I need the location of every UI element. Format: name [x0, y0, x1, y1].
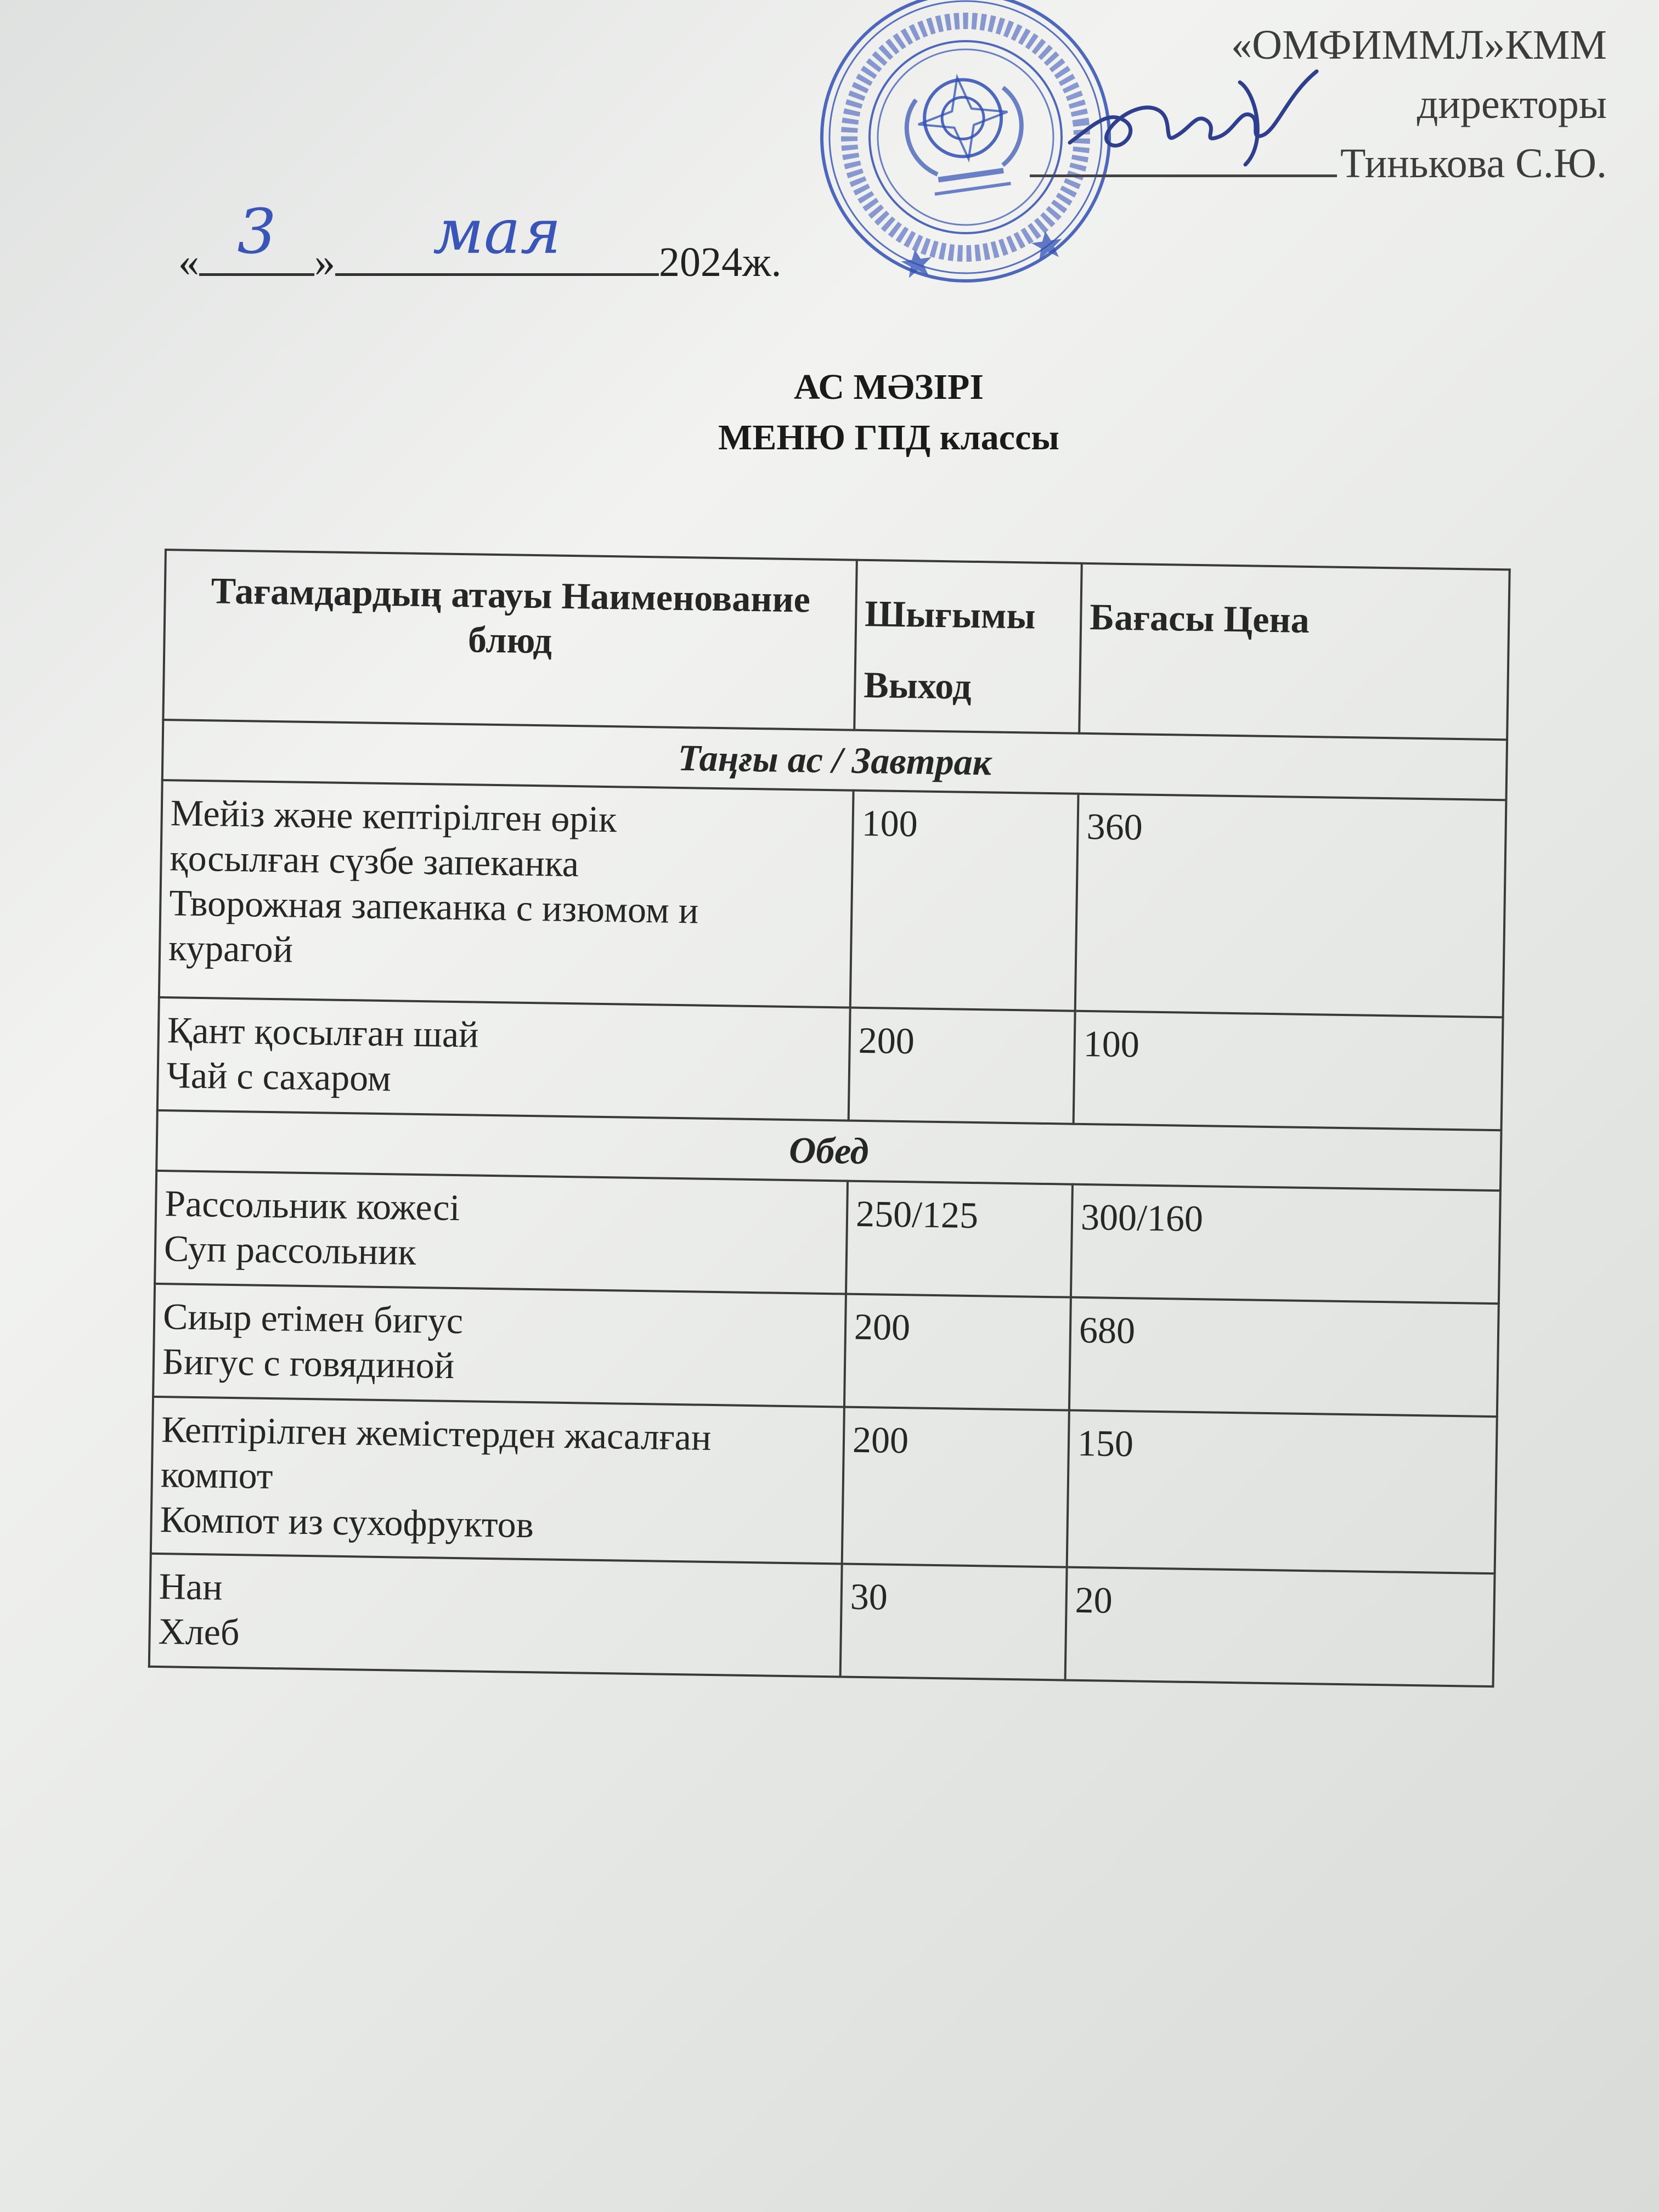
table-row — [157, 997, 1503, 1130]
dish-name-cell — [155, 1171, 848, 1294]
yield-cell: 200 — [849, 1008, 1075, 1124]
header-yield-kz: Шығымы — [864, 592, 1036, 637]
price-cell: 150 — [1067, 1410, 1497, 1574]
date-month-field — [335, 196, 659, 276]
yield-cell: 200 — [842, 1407, 1069, 1567]
header-yield-ru: Выход — [863, 663, 972, 707]
dish-name-line: курагой — [168, 927, 294, 970]
signature-line — [1030, 142, 1337, 177]
dish-name-line: Рассольник кожесі — [164, 1182, 460, 1229]
dish-name-cell — [159, 780, 854, 1008]
price-cell: 360 — [1075, 794, 1506, 1018]
dish-name-line: Сиыр етімен бигус — [162, 1295, 464, 1342]
dish-name-line: компот — [160, 1453, 274, 1497]
header-price-kz: Бағасы — [1089, 596, 1215, 640]
dish-name-cell — [151, 1397, 844, 1564]
header-yield — [854, 560, 1082, 733]
dish-name-line: Бигус с говядиной — [162, 1340, 455, 1386]
dish-name-cell — [157, 997, 850, 1121]
menu-title — [549, 362, 1229, 463]
dish-name-line: қосылған сүзбе запеканка — [170, 837, 579, 885]
dish-name-line: Суп рассольник — [163, 1227, 417, 1273]
yield-cell: 250/125 — [846, 1181, 1073, 1297]
section-title: Обед — [156, 1110, 1501, 1190]
price-cell: 300/160 — [1071, 1184, 1500, 1304]
dish-name-line: Қант қосылған шай — [167, 1009, 479, 1056]
director-position: директоры — [1417, 81, 1607, 127]
header-price — [1079, 563, 1510, 740]
table-row — [159, 780, 1506, 1017]
yield-cell: 200 — [844, 1294, 1071, 1410]
price-cell: 680 — [1069, 1297, 1499, 1417]
director-line — [1030, 134, 1607, 193]
date-day: 3 — [237, 196, 276, 268]
header-dish-name — [163, 550, 856, 730]
dish-name-line: Кептірілген жемістерден жасалған — [161, 1408, 712, 1458]
director-name: Тинькова С.Ю. — [1340, 140, 1607, 187]
document-date — [178, 196, 782, 286]
dish-name-cell — [149, 1554, 842, 1677]
title-ru: МЕНЮ ГПД классы — [718, 417, 1059, 458]
dish-name-line: Компот из сухофруктов — [160, 1498, 534, 1546]
table-row — [149, 1554, 1495, 1686]
menu-table — [148, 549, 1511, 1688]
organization-name: «ОМФИММЛ»КММ — [1231, 22, 1607, 68]
table-header-row — [163, 550, 1509, 740]
yield-cell: 30 — [840, 1564, 1067, 1680]
header-price-ru: Цена — [1223, 597, 1310, 641]
approval-block — [1030, 15, 1607, 193]
table-row — [151, 1397, 1497, 1573]
dish-name-line: Чай с сахаром — [166, 1054, 392, 1099]
date-open-quote: « — [178, 239, 199, 285]
yield-cell: 100 — [850, 791, 1079, 1011]
header-dish-name-ru: Наименование блюд — [467, 574, 811, 662]
date-day-field — [199, 196, 314, 276]
dish-name-line: Нан — [159, 1565, 223, 1608]
header-dish-name-kz: Тағамдардың атауы — [211, 569, 553, 617]
price-cell: 100 — [1074, 1011, 1503, 1131]
dish-name-line: Хлеб — [158, 1610, 240, 1654]
date-month: мая — [433, 196, 561, 268]
dish-name-line: Мейіз және кептірілген өрік — [170, 792, 617, 840]
date-close-quote: » — [314, 239, 335, 285]
price-cell: 20 — [1065, 1567, 1495, 1687]
dish-name-cell — [153, 1284, 846, 1407]
date-year: 2024ж. — [659, 239, 782, 285]
table-row — [155, 1171, 1500, 1304]
table-row — [153, 1284, 1499, 1417]
section-title: Таңғы ас / Завтрак — [162, 720, 1507, 800]
title-kz: АС МӘЗІРІ — [793, 367, 984, 407]
dish-name-line: Творожная запеканка с изюмом и — [168, 882, 699, 932]
